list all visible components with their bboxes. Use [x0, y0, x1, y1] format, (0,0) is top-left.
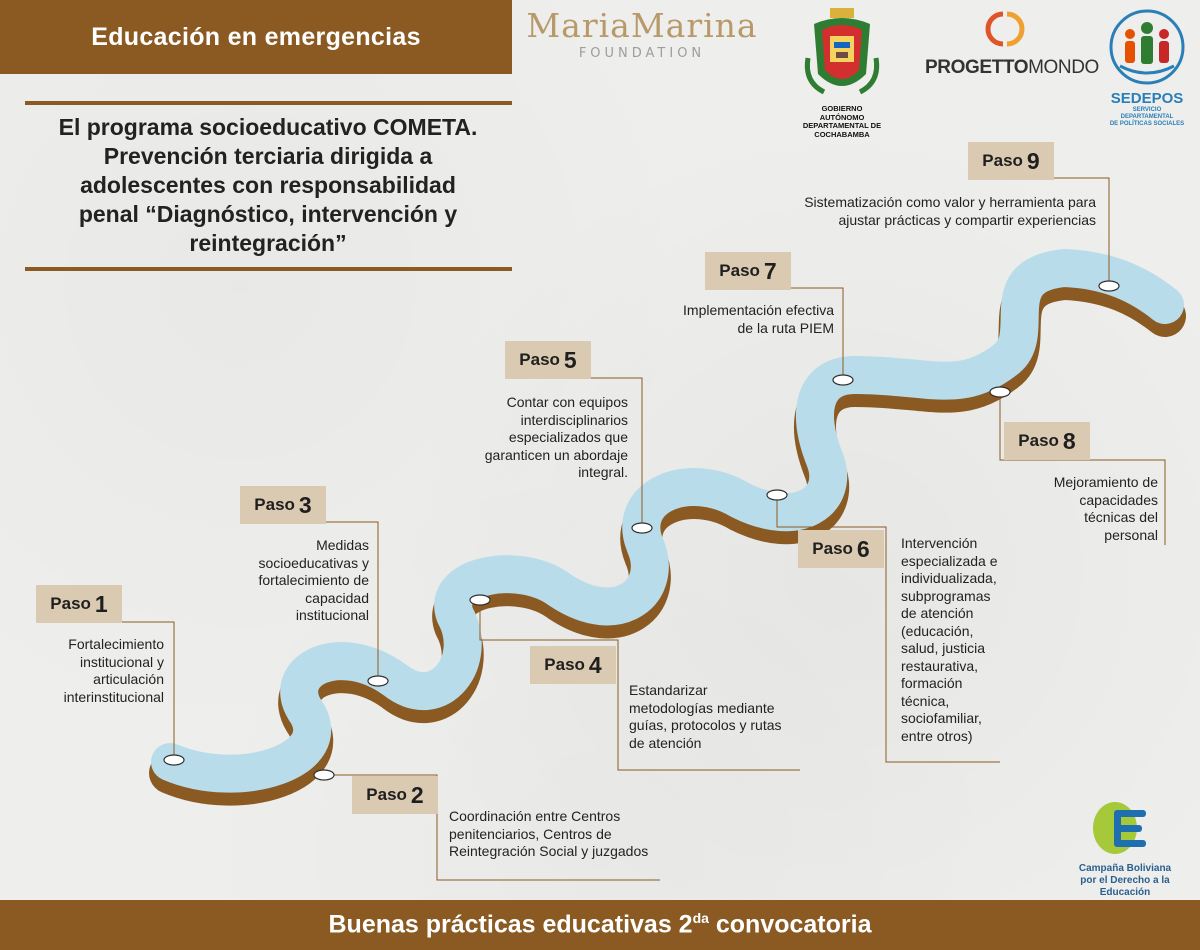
step-marker-4 [470, 595, 490, 605]
step-description-line: articulación [93, 671, 164, 687]
title-line: penal “Diagnóstico, intervención y [78, 201, 458, 227]
title-line: reintegración” [189, 230, 347, 256]
step-description-line: metodologías mediante [629, 699, 775, 716]
step-description-line: Implementación efectiva [683, 302, 834, 318]
title-line: Prevención terciaria dirigida a [103, 143, 433, 169]
step-description-9 [760, 194, 1096, 229]
step-tag-8 [1004, 422, 1090, 460]
step-tag-label: Paso [544, 655, 585, 674]
step-description-line: individualizada, [901, 570, 997, 586]
title-line: El programa socioeducativo COMETA. [58, 114, 478, 140]
step-marker-5 [632, 523, 652, 533]
step-tag-number: 2 [410, 781, 424, 808]
title-line: adolescentes con responsabilidad [80, 172, 456, 198]
step-description-line: capacidades [1079, 491, 1158, 508]
step-tag-2 [352, 776, 438, 814]
step-tag-7 [705, 252, 791, 290]
step-description-line: personal [1104, 526, 1158, 543]
progettomondo-light: MONDO [1028, 57, 1099, 78]
step-marker-6 [767, 490, 787, 500]
maria-marina-brand: MariaMarina [526, 6, 758, 45]
step-description-3 [220, 537, 369, 625]
step-description-6 [901, 535, 1021, 745]
footer-text-main: Buenas prácticas educativas 2 [328, 910, 693, 939]
step-description-line: subprogramas [901, 587, 991, 604]
step-tag-9 [968, 142, 1054, 180]
step-marker-7 [833, 375, 853, 385]
step-description-line: Fortalecimiento [68, 636, 164, 652]
step-description-line: (educación, [901, 622, 974, 639]
step-tag-6 [798, 530, 884, 568]
step-tag-3 [240, 486, 326, 524]
step-description-line: especializada e [901, 552, 998, 569]
step-description-5 [462, 394, 628, 482]
gobierno-line2: DEPARTAMENTAL DE [802, 121, 882, 130]
footer-text-sup: da [692, 910, 709, 927]
step-tag-number: 9 [1026, 147, 1040, 174]
step-tag-label: Paso [254, 495, 295, 514]
step-description-line: entre otros) [901, 727, 973, 744]
step-description-line: Mejoramiento de [1053, 474, 1158, 490]
step-marker-8 [990, 387, 1010, 397]
step-description-line: técnica, [901, 692, 950, 709]
step-description-8 [1030, 474, 1158, 544]
step-tag-number: 4 [588, 651, 602, 678]
step-tag-number: 5 [563, 346, 577, 373]
sedepos-line2: DE POLÍTICAS SOCIALES [1109, 121, 1185, 127]
step-description-line: Estandarizar [629, 682, 708, 698]
step-description-line: especializados que [508, 429, 628, 445]
step-description-2 [449, 808, 689, 861]
step-tag-5 [505, 341, 591, 379]
step-tag-number: 1 [94, 590, 108, 617]
step-marker-3 [368, 676, 388, 686]
step-description-line: salud, justicia [901, 640, 986, 656]
footer-text-end: convocatoria [708, 910, 872, 939]
step-description-line: Coordinación entre Centros [449, 808, 621, 824]
step-description-line: fortalecimiento de [258, 572, 369, 588]
step-description-line: garanticen un abordaje [484, 446, 628, 463]
step-marker-1 [164, 755, 184, 765]
step-description-line: ajustar prácticas y compartir experiencias [838, 211, 1096, 228]
campana-line2: por el Derecho a la Educación [1080, 875, 1170, 898]
step-description-line: de atención [901, 605, 974, 621]
step-description-line: Reintegración Social y juzgados [449, 843, 649, 859]
sedepos-line1: SERVICIO DEPARTAMENTAL [1120, 107, 1174, 120]
step-tag-label: Paso [982, 151, 1023, 170]
step-tag-label: Paso [519, 350, 560, 369]
step-tag-label: Paso [1018, 431, 1059, 450]
campana-line1: Campaña Boliviana [1078, 863, 1172, 874]
step-description-line: interinstitucional [63, 688, 164, 705]
step-description-line: de la ruta PIEM [737, 319, 834, 336]
progettomondo-bold: PROGETTO [925, 57, 1029, 78]
gobierno-line1: GOBIERNO AUTÓNOMO [819, 104, 865, 122]
step-tag-number: 3 [298, 491, 312, 518]
campana-logo [1060, 800, 1190, 899]
step-description-7 [656, 302, 834, 337]
step-description-line: formación [901, 675, 963, 691]
step-tag-4 [530, 646, 616, 684]
step-description-line: institucional y [79, 653, 164, 670]
step-tag-label: Paso [50, 594, 91, 613]
step-description-1 [20, 636, 164, 706]
step-tag-number: 6 [856, 535, 870, 562]
step-description-line: de atención [629, 734, 702, 751]
step-description-line: integral. [578, 464, 628, 480]
gobierno-line3: COCHABAMBA [814, 129, 870, 139]
sedepos-name: SEDEPOS [1110, 90, 1184, 107]
step-description-line: penitenciarios, Centros de [449, 825, 612, 842]
step-tag-label: Paso [719, 261, 760, 280]
step-description-4 [629, 682, 819, 752]
step-tag-1 [36, 585, 122, 623]
step-marker-9 [1099, 281, 1119, 291]
step-description-line: Intervención [901, 535, 978, 551]
step-description-line: guías, protocolos y rutas [629, 717, 782, 733]
step-description-line: Medidas [316, 537, 369, 553]
step-description-line: técnicas del [1084, 509, 1158, 525]
step-tag-label: Paso [812, 539, 853, 558]
header-banner-text: Educación en emergencias [91, 22, 421, 51]
step-tag-number: 7 [763, 257, 777, 284]
step-description-line: institucional [295, 607, 369, 623]
step-description-line: Sistematización como valor y herramienta para [804, 194, 1096, 210]
step-tag-number: 8 [1062, 427, 1076, 454]
step-tag-label: Paso [366, 785, 407, 804]
step-description-line: socioeducativas y [258, 554, 369, 571]
step-marker-2 [314, 770, 334, 780]
maria-marina-sub: FOUNDATION [578, 46, 706, 61]
step-description-line: capacidad [305, 589, 369, 606]
step-description-line: Contar con equipos [506, 394, 628, 410]
footer-banner [0, 900, 1200, 950]
footer-text [329, 910, 872, 939]
campana-mark-icon [1090, 800, 1160, 858]
step-description-line: restaurativa, [901, 657, 979, 674]
step-description-line: sociofamiliar, [901, 710, 982, 726]
step-description-line: interdisciplinarios [520, 411, 628, 428]
